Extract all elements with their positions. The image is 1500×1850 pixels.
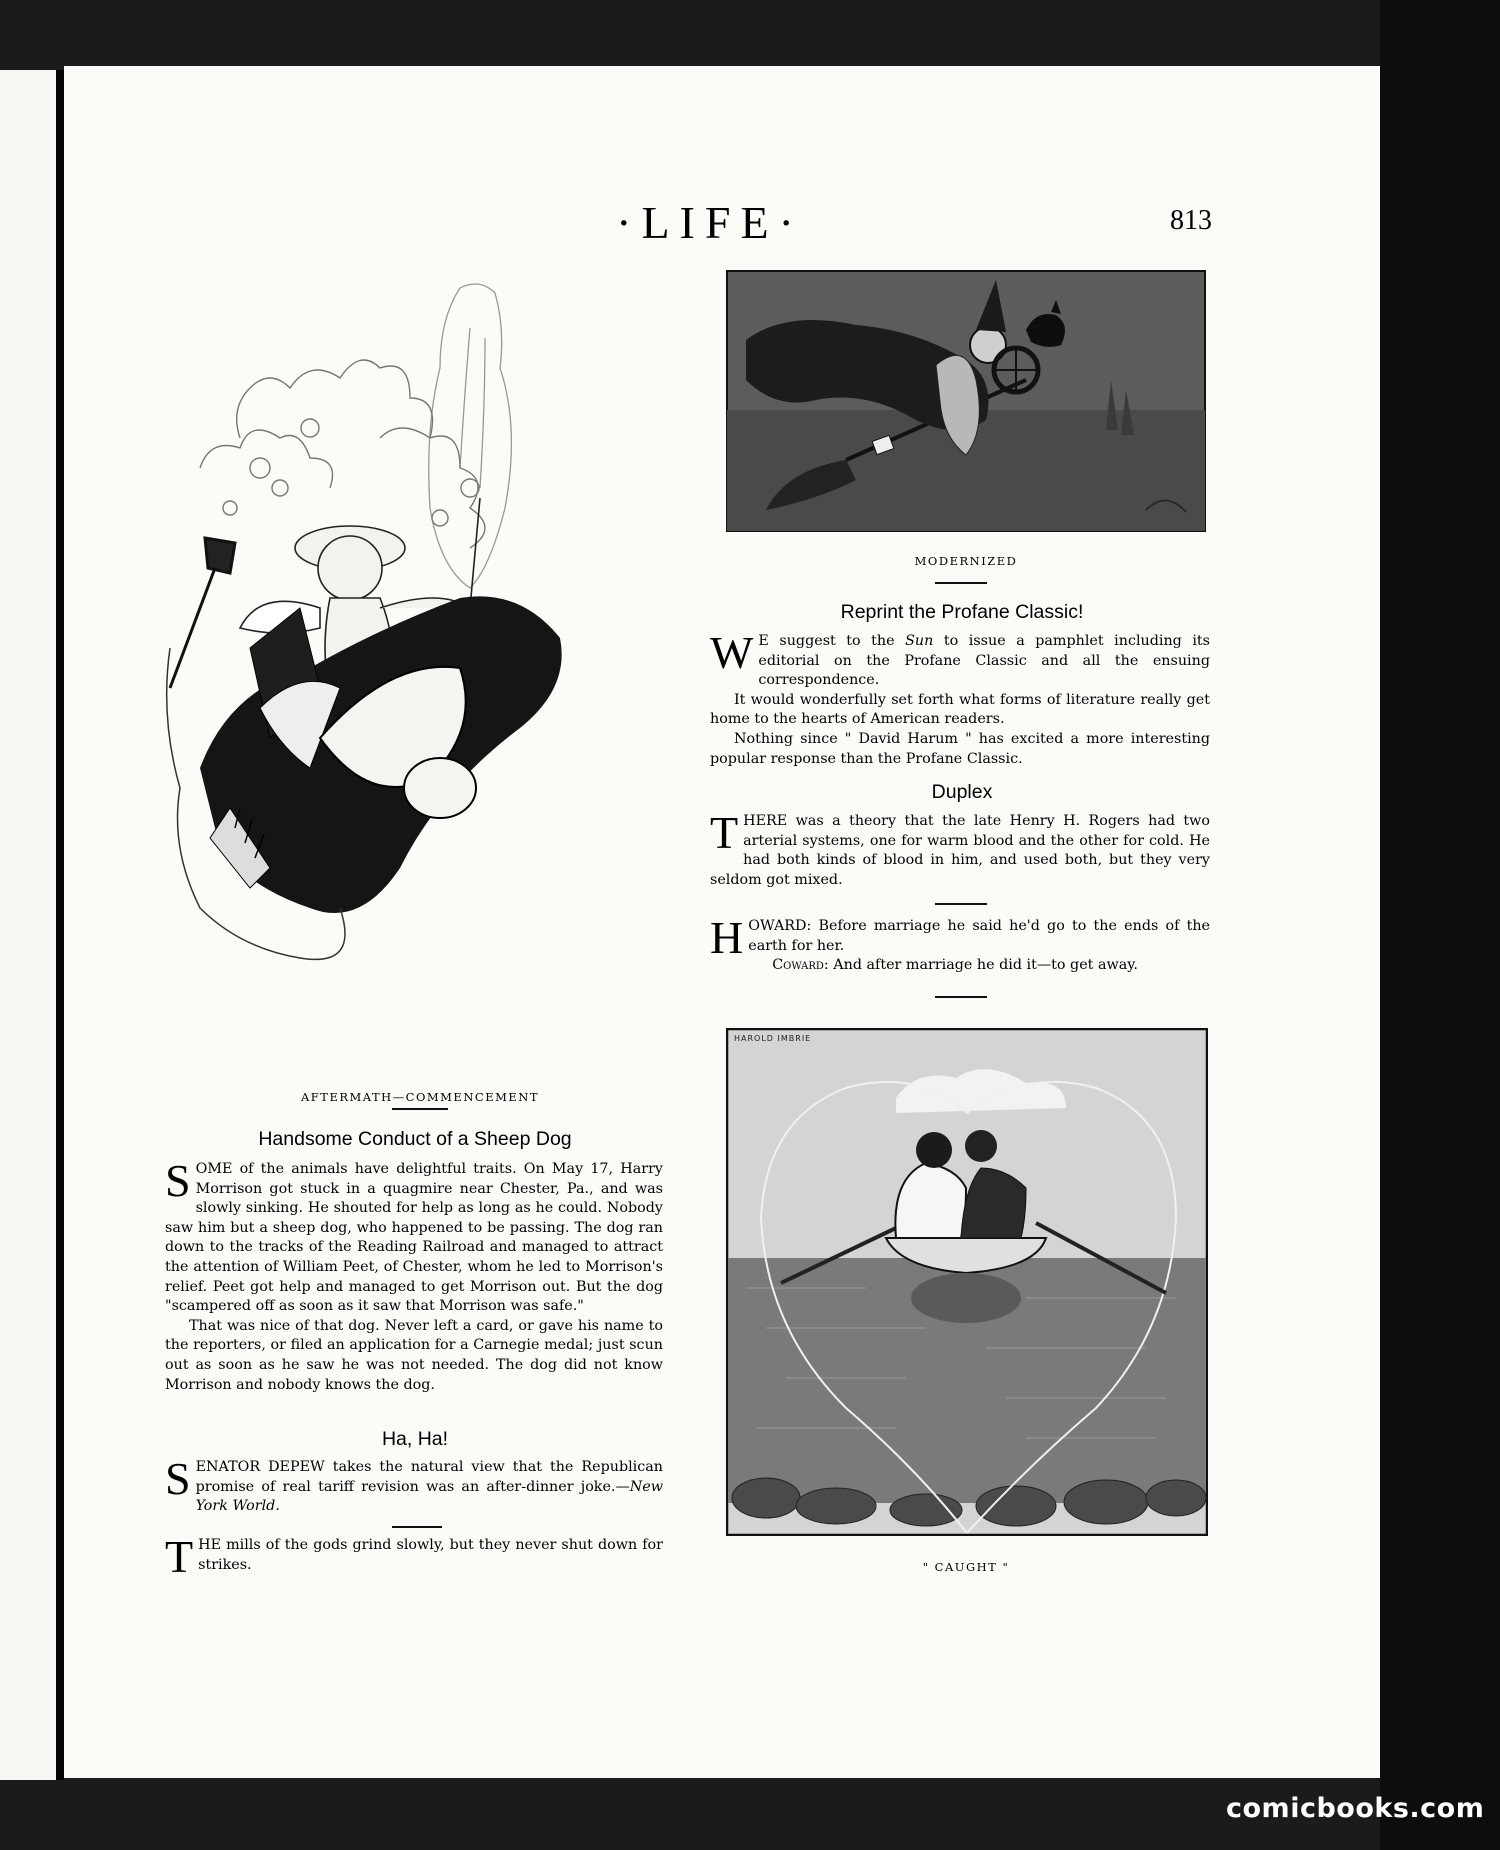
coward-label: Coward [772, 957, 824, 974]
ha-ha-dropcap: S [165, 1453, 191, 1504]
duplex-article [710, 807, 1210, 890]
mills-dropcap: T [165, 1531, 194, 1582]
howard-text-a: OWARD: Before marriage he said he'd go to the ends of the earth for her. [748, 918, 1210, 954]
duplex-text: HERE was a theory that the late Henry H. Rogers had two arterial systems, one for warm blood and the other for cold. He had both kinds of blood in him, and used both, but they very seldom got mixed. [710, 813, 1210, 888]
duplex-headline: Duplex [931, 781, 993, 803]
modernized-rule [935, 582, 987, 584]
book-spine [56, 70, 64, 1780]
mills-text: HE mills of the gods grind slowly, but they never shut down for strikes. [198, 1537, 663, 1573]
ha-ha-rule [392, 1526, 442, 1528]
howard-rule [935, 996, 987, 998]
caption-rule [392, 1108, 448, 1110]
scan-background [1380, 0, 1500, 1850]
sheep-dog-paragraph-2: That was nice of that dog. Never left a card, or gave his name to the reporters, or filed an application for a Carnegie medal; just scun out as soon as he saw he was not needed. The dog did not know Morrison and nobody knows the dog. [165, 1317, 663, 1393]
aftermath-caption: AFTERMATH—COMMENCEMENT [301, 1090, 539, 1104]
duplex-rule [935, 903, 987, 905]
howard-article [710, 912, 1210, 976]
mills-article [165, 1531, 663, 1582]
profane-paragraph-3: Nothing since " David Harum " has excited a more interesting popular response than the Profane Classic. [710, 730, 1210, 767]
ha-ha-source: New York World. [195, 1478, 663, 1515]
profane-text-b: to issue a pamphlet including its editorial on the Profane Classic and all the ensuing correspondence. [758, 633, 1210, 689]
duplex-dropcap: T [710, 807, 739, 858]
sheep-dog-dropcap: S [165, 1155, 191, 1206]
caught-signature: HAROLD IMBRIE [734, 1034, 812, 1043]
sheep-dog-paragraph-1: OME of the animals have delightful traits. On May 17, Harry Morrison got stuck in a quagmire near Chester, Pa., and was slowly sinking. He shouted for help as long as he could. Nobody saw him but a sheep dog, who happened to be passing. The dog ran down to the tracks of the Reading Railroad and managed to attract the attention of William Peet, of Chester, whom he led to Morrison's relief. Peet got help and managed to get Morrison out. But the dog "scampered off as soon as it saw that Morrison was safe." [165, 1161, 663, 1315]
howard-dropcap: H [710, 912, 744, 963]
howard-text-b: : And after marriage he did it—to get away. [823, 957, 1138, 974]
ha-ha-text: ENATOR DEPEW takes the natural view that the Republican promise of real tariff revision was an after-dinner joke.— [195, 1459, 663, 1495]
site-watermark: comicbooks.com [1226, 1793, 1485, 1824]
modernized-caption: MODERNIZED [914, 554, 1018, 568]
profane-classic-headline: Reprint the Profane Classic! [840, 601, 1084, 623]
caught-caption: " CAUGHT " [922, 1560, 1010, 1574]
facing-page-edge [0, 70, 58, 1780]
caught-illustration [726, 1028, 1208, 1536]
ha-ha-article [165, 1453, 663, 1517]
profane-sun: Sun [905, 633, 934, 649]
sheep-dog-headline: Handsome Conduct of a Sheep Dog [258, 1128, 572, 1150]
profane-text-a: E suggest to the [758, 633, 906, 649]
profane-paragraph-2: It would wonderfully set forth what forms of literature really get home to the hearts of American readers. [710, 691, 1210, 728]
sheep-dog-article [165, 1155, 663, 1395]
ha-ha-headline: Ha, Ha! [381, 1428, 449, 1450]
profane-classic-article [710, 627, 1210, 769]
modernized-illustration [726, 270, 1206, 532]
profane-dropcap: W [710, 627, 754, 678]
masthead: ·LIFE· [616, 197, 804, 248]
aftermath-illustration [140, 268, 670, 1088]
page-number: 813 [1170, 205, 1212, 236]
